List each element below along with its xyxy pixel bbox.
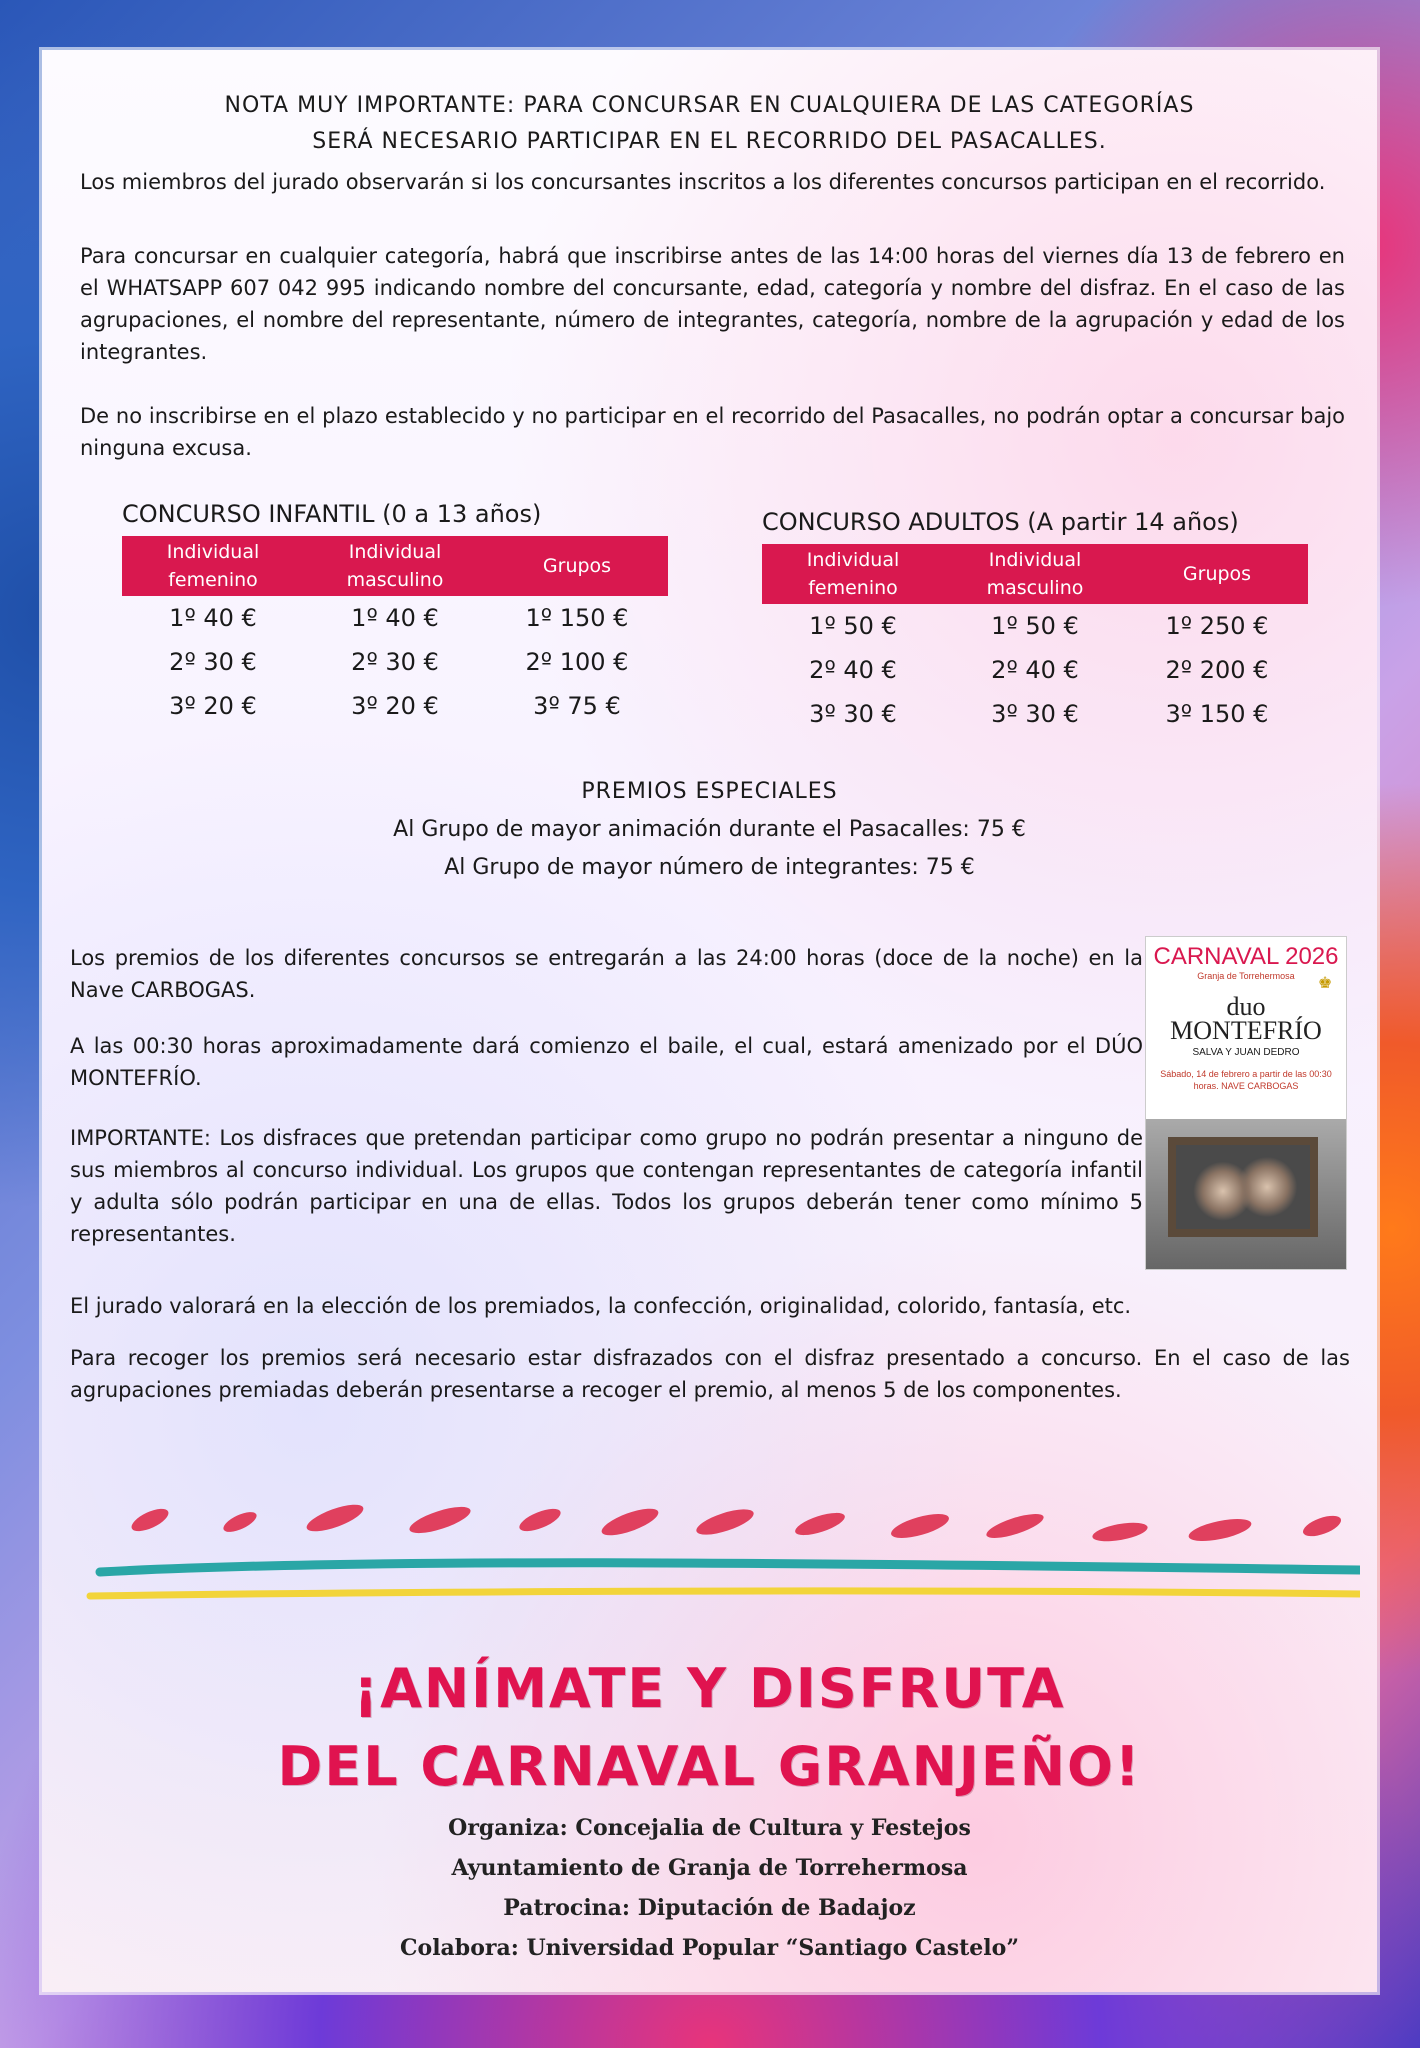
collect-prizes-paragraph: Para recoger los premios será necesario estar disfrazados con el disfraz presentado a concurso. En el caso de las agrupaciones premiadas deberán presentarse a recoger el premio, al menos 5 de los componentes. <box>70 1346 1350 1402</box>
dance-paragraph: A las 00:30 horas aproximadamente dará comienzo el baile, el cual, estará amenizado por el DÚO MONTEFRÍO. <box>70 1034 1143 1090</box>
carnival-slogan <box>42 1650 1377 1806</box>
yellow-stripe <box>90 1591 1360 1596</box>
montefrio-poster <box>1145 936 1347 1270</box>
picture-frame-icon <box>1168 1137 1318 1237</box>
table-cell: 2º 30 € <box>351 648 439 676</box>
table-cell: 1º 50 € <box>991 612 1079 640</box>
table-cell: 2º 40 € <box>991 656 1079 684</box>
note-line-2: SERÁ NECESARIO PARTICIPAR EN EL RECORRIDO DEL PASACALLES. <box>312 129 1107 154</box>
note-line-1: NOTA MUY IMPORTANTE: PARA CONCURSAR EN CUALQUIERA DE LAS CATEGORÍAS <box>224 93 1195 118</box>
table-header: Individual masculino <box>304 536 486 596</box>
awards-paragraph: Los premios de los diferentes concursos se entregarán a las 24:00 horas (doce de la noche) en la Nave CARBOGAS. <box>70 946 1143 1002</box>
deadline-paragraph: De no inscribirse en el plazo establecido y no participar en el recorrido del Pasacalles, no podrán optar a concursar bajo ninguna excusa. <box>80 404 1345 460</box>
registration-paragraph: Para concursar en cualquier categoría, habrá que inscribirse antes de las 14:00 horas del viernes día 13 de febrero en el WHATSAPP 607 042 995 indicando nombre del concursante, edad, categoría y nombre del disfraz. En el caso de las agrupaciones, el nombre del representante, número de integrantes, categoría, nombre de la agrupación y edad de los integrantes. <box>80 244 1345 364</box>
credit-patrocina: Patrocina: Diputación de Badajoz <box>503 1895 916 1921</box>
table-cell: 3º 150 € <box>1165 700 1269 728</box>
credit-colabora: Colabora: Universidad Popular “Santiago Castelo” <box>400 1935 1019 1961</box>
credit-organiza: Organiza: Concejalia de Cultura y Festejos <box>448 1815 971 1841</box>
poster-duo-name: MONTEFRÍO <box>1170 1016 1322 1045</box>
poster-names: SALVA Y JUAN DEDRO <box>1192 1047 1300 1058</box>
table-row <box>122 684 668 728</box>
adult-contest <box>762 508 1308 736</box>
table-header: Grupos <box>486 536 668 596</box>
teal-stripe <box>100 1563 1360 1572</box>
table-cell: 1º 150 € <box>525 604 629 632</box>
judging-paragraph: El jurado valorará en la elección de los premiados, la confección, originalidad, colorido, fantasía, etc. <box>70 1294 1132 1318</box>
children-contest <box>122 500 668 728</box>
poster-photo <box>1146 1119 1346 1269</box>
table-cell: 3º 20 € <box>169 692 257 720</box>
flyer-panel <box>42 50 1377 1992</box>
adult-contest-title: CONCURSO ADULTOS (A partir 14 años) <box>762 508 1239 536</box>
poster-subtitle: Granja de Torrehermosa <box>1197 971 1295 981</box>
special-prize-members: Al Grupo de mayor número de integrantes: 75 € <box>444 855 975 880</box>
children-contest-title: CONCURSO INFANTIL (0 a 13 años) <box>122 500 542 528</box>
table-header: Grupos <box>1126 544 1308 604</box>
table-cell: 1º 50 € <box>809 612 897 640</box>
table-cell: 2º 40 € <box>809 656 897 684</box>
crest-icon: ♚ <box>1317 975 1333 992</box>
table-cell: 3º 75 € <box>533 692 621 720</box>
table-row <box>762 648 1308 692</box>
slogan-line-2: DEL CARNAVAL GRANJEÑO! <box>277 1735 1142 1798</box>
poster-date: Sábado, 14 de febrero a partir de las 00:30 horas. NAVE CARBOGAS <box>1160 1069 1332 1091</box>
table-cell: 1º 40 € <box>351 604 439 632</box>
credits <box>42 1808 1377 1968</box>
important-rules-paragraph: IMPORTANTE: Los disfraces que pretendan participar como grupo no podrán presentar a ninguno de sus miembros al concurso individual. Los grupos que contengan representantes de categoría infantil y adulta sólo podrán participar en una de ellas. Todos los grupos deberán tener como mínimo 5 representantes. <box>70 1126 1143 1246</box>
jury-paragraph: Los miembros del jurado observarán si los concursantes inscritos a los diferentes concursos participan en el recorrido. <box>80 170 1326 194</box>
decorative-stripes <box>60 1470 1360 1620</box>
table-header: Individual femenino <box>122 536 304 596</box>
table-cell: 3º 30 € <box>809 700 897 728</box>
special-prizes <box>42 773 1377 887</box>
table-row <box>762 692 1308 736</box>
table-row <box>762 604 1308 648</box>
slogan-line-1: ¡ANÍMATE Y DISFRUTA <box>353 1657 1066 1720</box>
table-cell: 1º 250 € <box>1165 612 1269 640</box>
credit-ayuntamiento: Ayuntamiento de Granja de Torrehermosa <box>451 1855 968 1881</box>
table-cell: 2º 200 € <box>1165 656 1269 684</box>
table-header: Individual masculino <box>944 544 1126 604</box>
special-prizes-title: PREMIOS ESPECIALES <box>581 779 838 804</box>
table-row <box>122 596 668 640</box>
adult-prize-table <box>762 544 1308 736</box>
poster-title: CARNAVAL 2026 <box>1153 943 1339 970</box>
special-prize-animation: Al Grupo de mayor animación durante el Pasacalles: 75 € <box>393 817 1026 842</box>
poster-duo-word: duo <box>1226 992 1266 1021</box>
table-cell: 3º 20 € <box>351 692 439 720</box>
confetti-dashes <box>128 1499 1343 1545</box>
table-header: Individual femenino <box>762 544 944 604</box>
table-cell: 1º 40 € <box>169 604 257 632</box>
poster-duo-logo <box>1146 992 1346 1045</box>
table-cell: 3º 30 € <box>991 700 1079 728</box>
table-cell: 2º 100 € <box>525 648 629 676</box>
table-cell: 2º 30 € <box>169 648 257 676</box>
important-note <box>42 88 1377 160</box>
children-prize-table <box>122 536 668 728</box>
table-row <box>122 640 668 684</box>
